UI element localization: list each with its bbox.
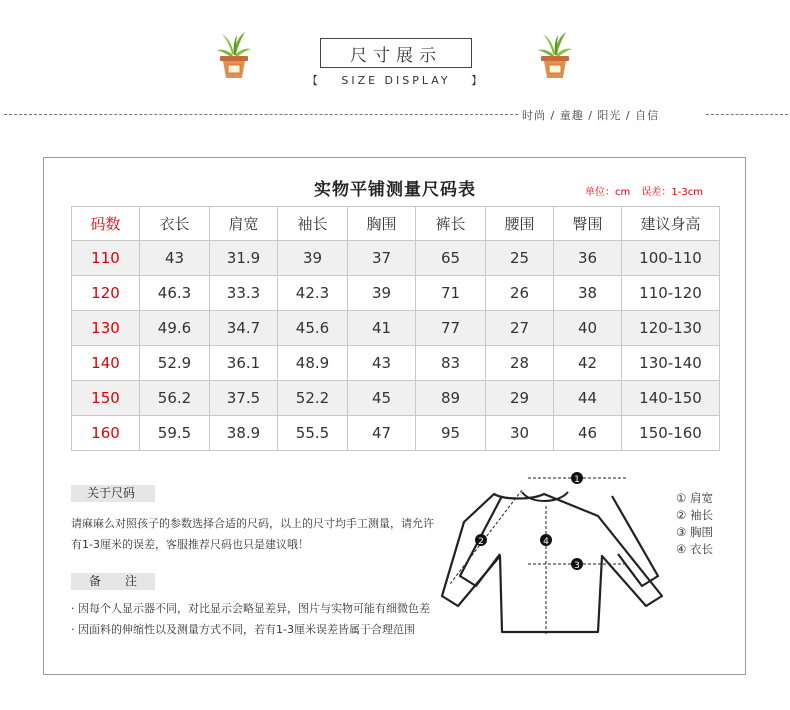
header-length: 衣长 bbox=[140, 207, 210, 241]
cell: 65 bbox=[416, 241, 486, 276]
cell: 27 bbox=[486, 311, 554, 346]
cell: 38 bbox=[554, 276, 622, 311]
cell: 89 bbox=[416, 381, 486, 416]
bracket-left: 【 bbox=[306, 74, 321, 87]
cell: 52.2 bbox=[278, 381, 348, 416]
cell: 36.1 bbox=[210, 346, 278, 381]
bracket-right: 】 bbox=[471, 74, 486, 87]
marker-1 bbox=[571, 472, 583, 485]
table-title: 实物平铺测量尺码表 bbox=[314, 180, 476, 200]
table-row bbox=[72, 381, 720, 416]
table-row bbox=[72, 241, 720, 276]
table-row bbox=[72, 311, 720, 346]
remark-label-text: 备 注 bbox=[88, 574, 137, 588]
header-size: 码数 bbox=[72, 207, 140, 241]
unit-label bbox=[585, 183, 703, 198]
remark-line-1: · 因每个人显示器不同，对比显示会略显差异，图片与实物可能有细微色差 bbox=[71, 602, 430, 615]
about-size-label-text: 关于尺码 bbox=[87, 486, 136, 500]
shirt-outline bbox=[442, 494, 662, 632]
about-size-text bbox=[71, 513, 471, 555]
cell: 45.6 bbox=[278, 311, 348, 346]
header-waist: 腰围 bbox=[486, 207, 554, 241]
header-height: 建议身高 bbox=[622, 207, 720, 241]
cell: 29 bbox=[486, 381, 554, 416]
cell: 43 bbox=[348, 346, 416, 381]
cell: 28 bbox=[486, 346, 554, 381]
cell: 38.9 bbox=[210, 416, 278, 451]
divider-left bbox=[4, 114, 518, 115]
cell: 42 bbox=[554, 346, 622, 381]
error-text: 误差：1-3cm bbox=[641, 187, 704, 198]
about-size-label bbox=[71, 485, 155, 502]
cell: 30 bbox=[486, 416, 554, 451]
about-line-2: 有1-3厘米的误差，客服推荐尺码也只是建议哦！ bbox=[71, 538, 309, 551]
cell: 71 bbox=[416, 276, 486, 311]
divider-right bbox=[706, 114, 788, 115]
cell: 59.5 bbox=[140, 416, 210, 451]
cell: 140 bbox=[72, 346, 140, 381]
legend-item: ④ 衣长 bbox=[676, 542, 713, 556]
garment-diagram bbox=[440, 466, 670, 644]
marker-4-text: 4 bbox=[543, 537, 549, 547]
plant-right-icon bbox=[536, 30, 574, 84]
cell: 110-120 bbox=[622, 276, 720, 311]
marker-2-text: 2 bbox=[478, 537, 484, 547]
cell: 45 bbox=[348, 381, 416, 416]
cell: 130 bbox=[72, 311, 140, 346]
cell: 120 bbox=[72, 276, 140, 311]
cell: 39 bbox=[348, 276, 416, 311]
plant-left-icon bbox=[215, 30, 253, 84]
cell: 41 bbox=[348, 311, 416, 346]
diagram-legend bbox=[676, 490, 713, 558]
cell: 56.2 bbox=[140, 381, 210, 416]
remark-text bbox=[71, 598, 471, 640]
marker-3-text: 3 bbox=[574, 561, 580, 571]
cell: 46 bbox=[554, 416, 622, 451]
section-title bbox=[320, 38, 472, 68]
marker-1-text: 1 bbox=[574, 475, 580, 485]
cell: 44 bbox=[554, 381, 622, 416]
legend-item: ① 肩宽 bbox=[676, 491, 713, 505]
cell: 160 bbox=[72, 416, 140, 451]
cell: 25 bbox=[486, 241, 554, 276]
cell: 46.3 bbox=[140, 276, 210, 311]
cell: 110 bbox=[72, 241, 140, 276]
size-table bbox=[71, 206, 720, 451]
header-sleeve: 袖长 bbox=[278, 207, 348, 241]
table-row bbox=[72, 346, 720, 381]
cell: 77 bbox=[416, 311, 486, 346]
header-chest: 胸围 bbox=[348, 207, 416, 241]
cell: 39 bbox=[278, 241, 348, 276]
cell: 52.9 bbox=[140, 346, 210, 381]
cell: 100-110 bbox=[622, 241, 720, 276]
legend-item: ③ 胸围 bbox=[676, 525, 713, 539]
cell: 120-130 bbox=[622, 311, 720, 346]
cell: 95 bbox=[416, 416, 486, 451]
cell: 130-140 bbox=[622, 346, 720, 381]
unit-text: 单位：cm bbox=[585, 187, 631, 198]
cell: 49.6 bbox=[140, 311, 210, 346]
cell: 42.3 bbox=[278, 276, 348, 311]
cell: 83 bbox=[416, 346, 486, 381]
marker-3 bbox=[571, 558, 583, 571]
cell: 48.9 bbox=[278, 346, 348, 381]
table-row bbox=[72, 416, 720, 451]
cell: 140-150 bbox=[622, 381, 720, 416]
cell: 31.9 bbox=[210, 241, 278, 276]
remark-label bbox=[71, 573, 155, 590]
header-hip: 臀围 bbox=[554, 207, 622, 241]
cell: 26 bbox=[486, 276, 554, 311]
cell: 34.7 bbox=[210, 311, 278, 346]
remark-line-2: · 因面料的伸缩性以及测量方式不同，若有1-3厘米误差皆属于合理范围 bbox=[71, 623, 415, 636]
about-line-1: 请麻麻么对照孩子的参数选择合适的尺码，以上的尺寸均手工测量，请允许 bbox=[71, 517, 434, 530]
section-subtitle bbox=[300, 72, 492, 88]
cell: 150-160 bbox=[622, 416, 720, 451]
subtitle-text: SIZE DISPLAY bbox=[341, 74, 451, 87]
section-title-text: 尺寸展示 bbox=[350, 45, 442, 66]
table-row bbox=[72, 276, 720, 311]
legend-item: ② 袖长 bbox=[676, 508, 713, 522]
cell: 37 bbox=[348, 241, 416, 276]
header-shoulder: 肩宽 bbox=[210, 207, 278, 241]
cell: 40 bbox=[554, 311, 622, 346]
cell: 37.5 bbox=[210, 381, 278, 416]
table-header-row bbox=[72, 207, 720, 241]
marker-4 bbox=[540, 534, 552, 547]
cell: 43 bbox=[140, 241, 210, 276]
cell: 47 bbox=[348, 416, 416, 451]
cell: 150 bbox=[72, 381, 140, 416]
tagline: 时尚 / 童趣 / 阳光 / 自信 bbox=[522, 109, 660, 122]
header-pants-length: 裤长 bbox=[416, 207, 486, 241]
cell: 36 bbox=[554, 241, 622, 276]
cell: 33.3 bbox=[210, 276, 278, 311]
cell: 55.5 bbox=[278, 416, 348, 451]
